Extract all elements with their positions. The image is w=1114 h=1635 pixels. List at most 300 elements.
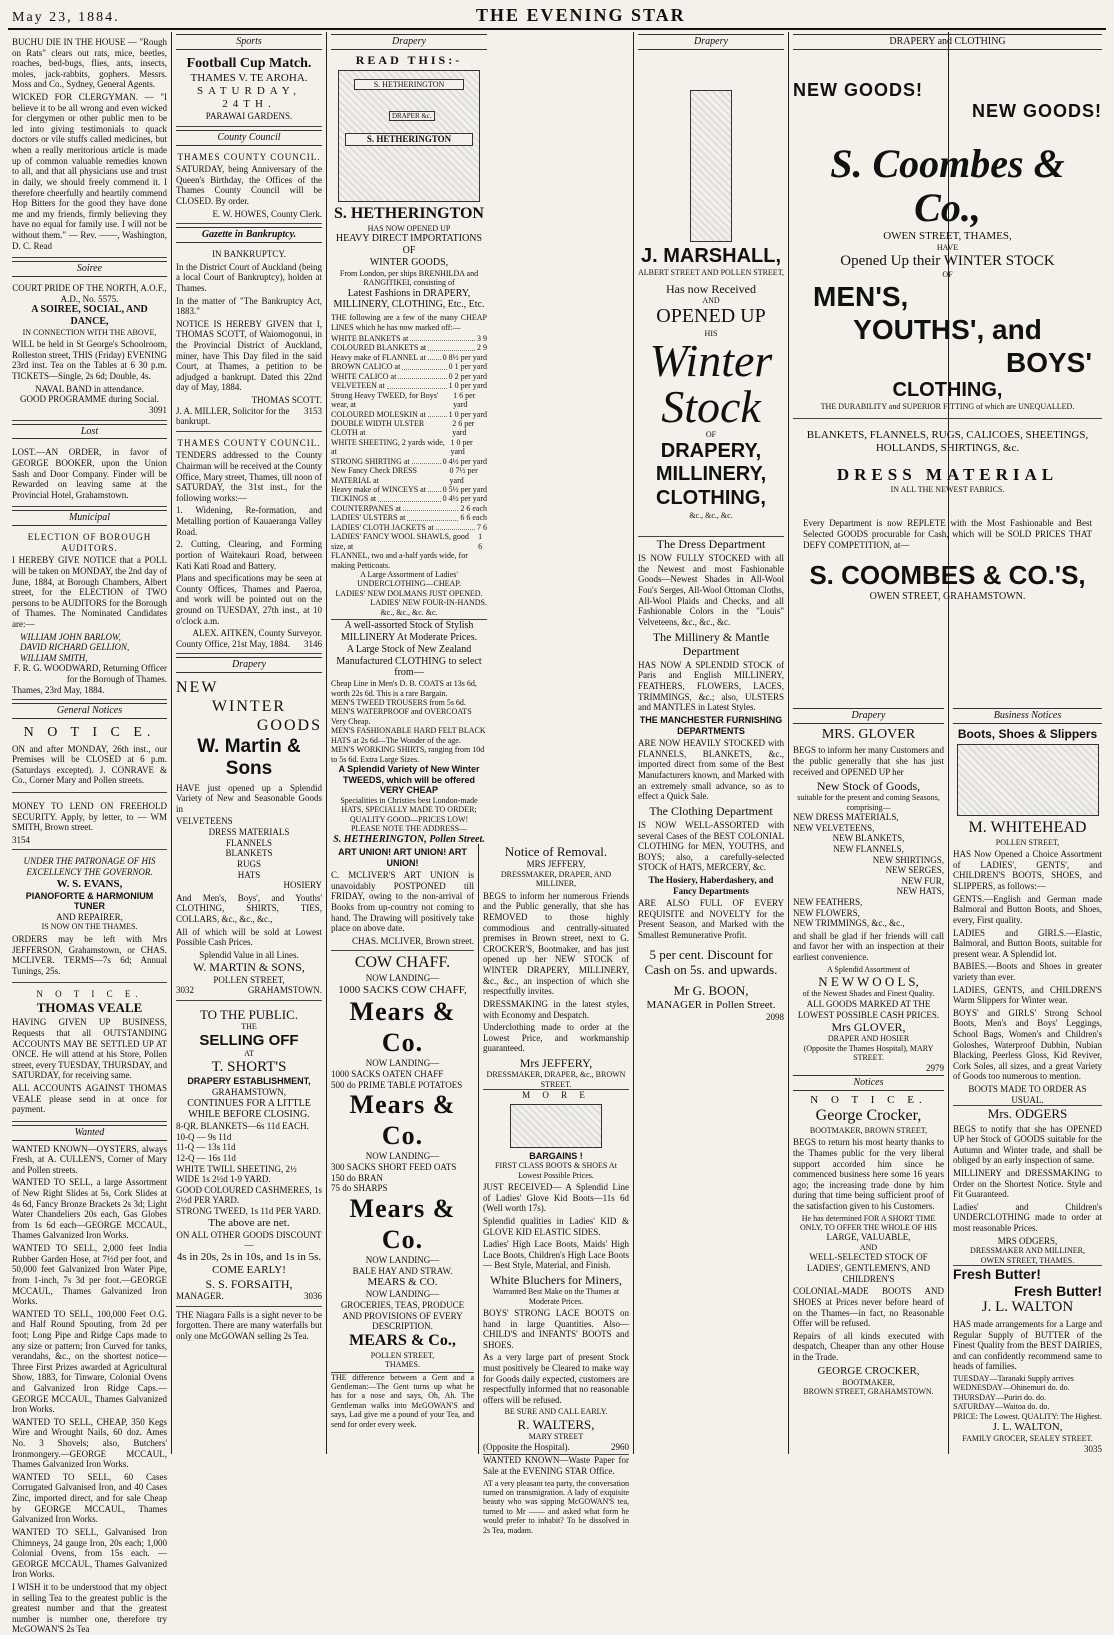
council-body: SATURDAY, being Anniversary of the Queen's Birthday, the Offices of the Thames County Council will be CLOSED. By order.: [176, 164, 322, 207]
manager-row: [176, 1291, 322, 1302]
millinery-word: MILLINERY,: [655, 463, 767, 486]
column-3-lower: [327, 844, 478, 1454]
price-line: 12-Q — 16s 11d: [176, 1152, 236, 1163]
coombes-name: S. Coombes & Co.,: [830, 141, 1065, 231]
coombes-street: OWEN STREET, THAMES,: [883, 230, 1012, 243]
section-header: Drapery: [793, 708, 944, 724]
price-row: [331, 485, 487, 494]
sharps-line: 75 do SHARPS: [331, 1183, 388, 1194]
court-name: COURT PRIDE OF THE NORTH, A.O.F., A.D., No. 5575.: [12, 282, 167, 304]
artunion-body: C. MCLIVER'S ART UNION is unavoidably POSTPONED till FRIDAY, owing to the non-arrival of Books from up-country not coming to hand. The Drawing will positively take place on above date.: [331, 870, 474, 934]
price-line: WHITE TWILL SHEETING, 2½ WIDE 1s 2½d 1-9 YARD.: [176, 1163, 297, 1185]
at-word: AT: [244, 1049, 254, 1059]
trousers-line: MEN'S TWEED TROUSERS from 5s 6d.: [331, 697, 466, 707]
leader-dots: [402, 362, 446, 369]
crocker-name: George Crocker,: [815, 1106, 922, 1124]
price-item-price: 0 4½ per yard: [442, 456, 487, 466]
manchester-body: ARE NOW HEAVILY STOCKED with FLANNELS, BLANKETS, &c., imported direct from some of the Best Manufacturers known, and Marked with an extremely small advance, so as to effect a Quick Sale.: [638, 738, 784, 802]
coombes-street-2: OWEN STREET, GRAHAMSTOWN.: [869, 590, 1026, 602]
notice-title: N O T I C E.: [810, 1094, 927, 1106]
notice-body: ON and after MONDAY, 26th inst., our Premises will be CLOSED at 6 p.m. (Saturdays excepted). J. CONRAVE & Co., Corner Mary and Pollen streets.: [12, 743, 167, 786]
short-name: T. SHORT'S: [211, 1058, 287, 1075]
short-ad: [176, 1004, 322, 1307]
stock-word: Stock: [661, 381, 761, 433]
glover-item: NEW VELVETEENS,: [793, 822, 875, 833]
column-5: [634, 32, 788, 1454]
masthead-title: THE EVENING STAR: [475, 5, 686, 25]
price-item-price: 1 0 per yard: [448, 381, 487, 391]
glover-body: BEGS to inform her many Customers and the public generally that she has just received and OPENED UP her: [793, 745, 944, 777]
price-row: [331, 372, 487, 381]
gent-ad: THE difference between a Gent and a Gentleman:—The Gent turns up what he has for a nose and says, Oh, Ah. The Gentleman walks into McGOWAN'S and says, Lad give me a pound of your Tea, and send for order every week.: [331, 1372, 474, 1429]
price-item-name: DOUBLE WIDTH ULSTER CLOTH at: [331, 418, 425, 438]
price-item-price: 2 9: [477, 343, 487, 353]
schedule-line: TUESDAY—Taranaki Supply arrives: [953, 1373, 1074, 1383]
boys-word: BOYS': [1005, 346, 1092, 378]
and-word: AND: [702, 295, 720, 305]
waste-paper: WANTED KNOWN—Waste Paper for Sale at the EVENING STAR Office.: [483, 1455, 629, 1476]
odgers-body-2: MILLINERY and DRESSMAKING to Order on the Shortest Notice. Style and Fit Guaranteed.: [953, 1168, 1102, 1200]
heth-address: S. HETHERINGTON, Pollen Street.: [333, 833, 485, 845]
football-teams: THAMES V. TE AROHA.: [190, 72, 308, 85]
bankruptcy-title: IN BANKRUPTCY.: [212, 249, 286, 260]
tuner-trade-3: IS NOW ON THE THAMES.: [41, 922, 138, 932]
price-item-name: VELVETEEN at: [331, 381, 385, 391]
boon-name: Mr G. BOON,: [673, 983, 749, 999]
price-row: [331, 438, 487, 457]
glover-item: NEW SERGES,: [885, 865, 944, 876]
opened-up: OPENED UP: [656, 305, 766, 328]
whitehead-item: BABIES.—Boots and Shoes in greater variety than ever.: [953, 961, 1102, 982]
veale-body: HAVING GIVEN UP BUSINESS, Requests that all OUTSTANDING ACCOUNTS MAY BE SETTLED UP AT ONCE. He will attend at his Store, Pollen street, every TUESDAY, THURSDAY, and SATURDAY, for receiving same.: [12, 1017, 167, 1081]
ad-number: 3153: [304, 405, 322, 416]
high-line: Ladies' High Lace Boots, Maids' High Lace Boots, Children's High Lace Boots — Best Style, Material, and Finish.: [483, 1239, 629, 1271]
forsaith-name: S. S. FORSAITH,: [205, 1276, 293, 1291]
coats-line: Cheap Line in Men's D. B. COATS at 13s 6d, worth 22s 6d. This is a rare Bargain.: [331, 679, 477, 698]
price-item-price: 0 2 per yard: [448, 371, 487, 381]
price-item-name: Heavy make of WINCEYS at: [331, 485, 426, 494]
martin-street: POLLEN STREET,: [213, 974, 285, 985]
martin-ad: [176, 676, 322, 1001]
manager: MANAGER.: [176, 1290, 224, 1301]
section-header: Drapery: [176, 657, 322, 673]
money-ad: [12, 796, 167, 850]
price-item-name: WHITE BLANKETS at: [331, 334, 409, 343]
shop-sign: S. HETHERINGTON: [354, 79, 464, 90]
hand-illustration: [690, 90, 732, 242]
youths-word: YOUTHS', and: [853, 313, 1042, 345]
section-header: Business Notices: [953, 708, 1102, 724]
section-header: General Notices: [12, 703, 167, 719]
shirts-line: MEN'S WORKING SHIRTS, ranging from 10d to 5s 6d. Extra Large Sizes.: [331, 745, 485, 764]
schedule-line: SATURDAY—Waitoa do. do.: [953, 1402, 1050, 1412]
tender-body: TENDERS addressed to the County Chairman will be received at the County Office, Mary street, Thames, till noon of SATURDAY, the 31st inst., for the following works:—: [176, 450, 322, 503]
hats-special: Specialities in Christies best London-made HATS, SPECIALLY MADE TO ORDER; QUALITY GOOD—PRICES LOW!: [340, 795, 478, 824]
landing: NOW LANDING—: [365, 1289, 440, 1300]
odgers-trade: DRESSMAKER AND MILLINER,: [970, 1246, 1085, 1256]
election-ad: [12, 529, 167, 700]
chaff-qty: 1000 SACKS COW CHAFF,: [338, 983, 467, 996]
glover-tail: and shall be glad if her friends will call and favor her with an inspection at their earliest convenience.: [793, 930, 944, 963]
clothing-word: CLOTHING,: [656, 487, 766, 510]
glover-item: NEW FUR,: [901, 875, 944, 886]
bale-line: BALE HAY AND STRAW.: [352, 1265, 453, 1276]
price-item-price: 0 4½ per yard: [442, 494, 487, 504]
bluchers-title: White Bluchers for Miners,: [490, 1272, 622, 1287]
wanted-item: WANTED TO SELL, 2,000 feet India Rubber Garden Hose, at 7½d per foot, and 50,000 feet Galvanized Iron Water Pipe, from 1-inch, 7s 3d per foot.—GEORGE MCCAUL, Thames Galvanized Iron Works.: [12, 1243, 167, 1307]
section-header: Lost: [12, 424, 167, 440]
martin-item: BLANKETS: [225, 848, 273, 859]
walton-sig: J. L. WALTON,: [992, 1421, 1063, 1434]
solicitor: J. A. MILLER, Solicitor for the bankrupt.: [176, 405, 290, 427]
please-note: PLEASE NOTE THE ADDRESS—: [350, 824, 468, 834]
net-line: The above are net.: [208, 1216, 290, 1229]
tuner-body: ORDERS may be left with Mrs JEFFERSON, Grahamstown, or CHAS. MCLIVER. TERMS—7s 6d; Annual Tunings, 25s.: [12, 933, 167, 976]
clothing-body: IS NOW WELL-ASSORTED with several Cases of the BEST COLONIAL CLOTHING for MEN, YOUTHS, and BOYS; also, a carefully-selected STOCK of HATS, MERCERY, &c.: [638, 819, 784, 873]
shop-illustration: [338, 70, 480, 202]
martin-body: HAVE just opened up a Splendid Variety of New and Seasonable Goods in: [176, 782, 322, 814]
drapery-word: DRAPERY,: [660, 439, 762, 462]
dolmans: LADIES' NEW DOLMANS JUST OPENED.: [335, 588, 483, 598]
price-item-price: 0 7½ per yard: [449, 466, 478, 485]
masthead: [8, 6, 1106, 30]
crocker-sig-trade: BOOTMAKER,: [842, 1377, 895, 1387]
fabrics-line: IN ALL THE NEWEST FABRICS.: [890, 484, 1005, 494]
leader-dots: [412, 457, 441, 464]
martin-goods: GOODS: [256, 716, 322, 734]
price-item-price: 3 9: [477, 334, 487, 343]
schedule-line: THURSDAY—Puriri do. do.: [953, 1392, 1047, 1402]
come-early: COME EARLY!: [212, 1263, 286, 1276]
martin-item: RUGS: [236, 858, 261, 869]
masthead-date: May 23, 1884.: [12, 10, 120, 25]
section-header: DRAPERY and CLOTHING: [793, 34, 1102, 50]
bankruptcy-ad: [176, 246, 322, 432]
glover-item: NEW BLANKETS,: [832, 833, 905, 844]
wanted-item: WANTED TO SELL, a large Assortment of New Right Slides at 5s, Cork Slides at 4s 6d, Fancy Bronze Brackets 2s 3d; Light Water Chandeliers 20s each, Gas Globes from 1s 6d each—GEORGE MCCAUL, Thames Galvanized Iron Works.: [12, 1177, 167, 1241]
whitehead-street: POLLEN STREET,: [995, 837, 1060, 847]
candidate: WILLIAM SMITH,: [20, 652, 88, 663]
bankruptcy-body: NOTICE IS HEREBY GIVEN that I, THOMAS SCOTT, of Waiomogonui, in the Provincial District of Auckland, miner, have This Day filed in the said Court, at Thames, a petition to be adjudged a bankrupt. Dated this 22nd day of May, 1884.: [176, 318, 322, 393]
wanted-item: WANTED KNOWN—OYSTERS, always Fresh, at A. CULLEN'S, Corner of Mary and Pollen streets.: [12, 1143, 167, 1175]
wanted-item: WANTED TO SELL, Galvanised Iron Chimneys, 24 gauge Iron, 20s each; 1,000 Colonial Ovens, from 15s each. — GEORGE MCCAUL, Thames Galvanized Iron Works.: [12, 1526, 167, 1580]
heth-latest: Latest Fashions in DRAPERY, MILLINERY, CLOTHING, Etc., Etc.: [333, 287, 485, 311]
continues: CONTINUES FOR A LITTLE WHILE BEFORE CLOSING.: [187, 1097, 311, 1121]
glover-item: NEW SHIRTINGS,: [872, 854, 944, 865]
leader-dots: [407, 513, 458, 520]
oaten-line: 1000 SACKS OATEN CHAFF: [331, 1068, 444, 1079]
quack-ad: [12, 32, 167, 258]
bankruptcy-court: In the District Court of Auckland (being a local Court of Bankruptcy), holden at Thames.: [176, 261, 322, 293]
just-received: JUST RECEIVED— A Splendid Line of Ladies' Glove Kid Boots—11s 6d (Well worth 17s).: [483, 1182, 629, 1214]
glover-stock: New Stock of Goods,: [816, 779, 921, 794]
crocker-colonial: COLONIAL-MADE BOOTS AND SHOES at Prices never before heard of on the Thames—in fact, no Reasonable Offer will be refused.: [793, 1286, 944, 1329]
walters-name: R. WALTERS,: [517, 1416, 595, 1432]
tuner-trade-2: AND REPAIRER,: [56, 911, 123, 922]
niagara-ad: THE Niagara Falls is a sight never to be forgotten. There are many waterfalls but only one McGOWAN selling 2s Tea.: [176, 1309, 322, 1341]
mears-town: THAMES.: [385, 1360, 420, 1370]
martin-new: NEW: [176, 679, 219, 697]
election-title: ELECTION OF BOROUGH AUDITORS.: [27, 532, 152, 553]
column-8: [949, 706, 1106, 1454]
price-item-name: WHITE CALICO at: [331, 371, 397, 381]
oats-line: 300 SACKS SHORT FEED OATS: [331, 1162, 457, 1173]
price-row: [331, 362, 487, 371]
kid-line: Splendid qualities in Ladies' KID & GLOVE KID ELASTIC SIDES.: [483, 1215, 629, 1237]
glover-item: NEW HATS,: [896, 886, 944, 897]
martin-item: HATS: [237, 869, 261, 880]
odgers-body: BEGS to notify that she has OPENED UP her Stock of GOODS suitable for the Autumn and Winter trade, and shall be obliged by an early inspection of same.: [953, 1123, 1102, 1166]
price-item-price: 1 6 per yard: [453, 390, 476, 410]
price-row: [331, 419, 487, 438]
clearance-line: As a very large part of present Stock must positively be Cleared to make way for Goods daily expected, customers are respectfully informed that no reasonable offers will be refused.: [483, 1352, 629, 1405]
artunion-sig: CHAS. MCLIVER, Brown street.: [352, 935, 474, 946]
patronage: UNDER THE PATRONAGE OF HIS EXCELLENCY THE GOVERNOR.: [23, 856, 156, 878]
price-line: 11-Q — 13s 11d: [176, 1142, 236, 1153]
wanted-item: WANTED TO SELL, 60 Cases Corrugated Galvanised Iron, and 40 Cases Zinc, imported direct, and for sale Cheap by GEORGE MCCAUL, Thames Galvanized Iron Works.: [12, 1471, 167, 1525]
council-title: THAMES COUNTY COUNCIL.: [177, 151, 321, 162]
bargains: BARGAINS !: [529, 1150, 583, 1161]
price-row: [331, 334, 487, 343]
football-day: SATURDAY, 24TH.: [197, 85, 301, 111]
mens-word: MEN'S,: [813, 280, 909, 312]
whitehead-name: M. WHITEHEAD: [968, 818, 1087, 836]
new-goods-2: NEW GOODS!: [972, 101, 1102, 122]
glover-item: NEW DRESS MATERIALS,: [793, 812, 899, 823]
marshall-address: ALBERT STREET AND POLLEN STREET,: [638, 268, 784, 278]
the-word: THE: [241, 1022, 257, 1032]
etc-line: &c., &c., &c.: [638, 511, 784, 537]
price-item-price: 1 6: [478, 532, 483, 551]
of-word: OF: [705, 430, 717, 440]
price-item-price: 7 6: [477, 522, 487, 532]
butter-1: Fresh Butter!: [953, 1266, 1041, 1283]
money-text: MONEY TO LEND ON FREEHOLD SECURITY. Apply, by letter, to — WM SMITH, Brown street.: [12, 801, 167, 833]
crocker-repairs: Repairs of all kinds executed with despatch, Cheaper than any other House in the Trade.: [793, 1330, 944, 1362]
tuner-trade: PIANOFORTE & HARMONIUM TUNER: [25, 890, 154, 912]
council-ad: [176, 149, 322, 225]
column-1: [8, 32, 171, 1635]
price-item-name: COUNTERPANES at: [331, 503, 402, 513]
shoes-illustration: [957, 744, 1099, 816]
price-row: [331, 494, 487, 503]
glover-item: NEW FLOWERS,: [793, 907, 860, 918]
every-dept: Every Department is now REPLETE with the Most Fashionable and Best Selected GOODS procurable for Cash, which will be SOLD PRICES THAT DEFY COMPETITION, at—: [803, 518, 1092, 550]
ad-number: 3146: [304, 638, 322, 649]
crocker-stock: WELL-SELECTED STOCK OF LADIES', GENTLEMEN'S, AND CHILDREN'S: [806, 1252, 931, 1284]
soiree-sub: IN CONNECTION WITH THE ABOVE,: [22, 327, 157, 337]
crocker-large: LARGE, VALUABLE,: [826, 1232, 911, 1243]
chaff-title: COW CHAFF.: [354, 954, 451, 972]
glover-item: NEW FLANNELS,: [833, 844, 904, 854]
tender-item: 1. Widening, Re-formation, and Metalling portion of Kauaeranga Valley Road.: [176, 505, 322, 537]
mears-name: MEARS & Co.,: [349, 1331, 456, 1349]
soiree-title: A SOIREE, SOCIAL, AND DANCE,: [31, 304, 148, 327]
martin-item: FLANNELS: [225, 837, 272, 848]
tender-date-row: [176, 639, 322, 650]
leader-dots: [410, 334, 475, 341]
ad-number: 2960: [611, 1441, 629, 1452]
tender-item: Plans and specifications may be seen at County Offices, Thames and Paeroa, and work will be pointed out on the ground on TUESDAY, 27th inst., at 10 o'clock a.m.: [176, 573, 322, 626]
price-row: [331, 523, 487, 532]
election-date: Thames, 23rd May, 1884.: [12, 684, 105, 695]
martin-value: Splendid Value in all Lines.: [199, 949, 299, 960]
section-header: Wanted: [12, 1125, 167, 1141]
leader-dots: [387, 381, 447, 388]
glover-item: NEW FEATHERS,: [793, 897, 863, 908]
underclothing: A Large Assortment of Ladies' UNDERCLOTHING—CHEAP.: [357, 569, 461, 589]
price-row: [331, 457, 487, 466]
leader-dots: [428, 485, 441, 492]
opened-line: Opened Up their WINTER STOCK: [840, 252, 1055, 269]
jeffery-body: BEGS to inform her numerous Friends and the Public generally, that she has REMOVED to those highly commodious and centrally-situated premises in Brown street, next to G. CROCKER'S, Bootmaker, and has just opened up her NEW STOCK of WINTER DRAPERY, MILLINERY, &c., &c., an inspection of which she respectfully invites.: [483, 890, 629, 997]
ad-number: 3032: [176, 985, 194, 996]
football-title: Football Cup Match.: [186, 55, 312, 71]
whitehead-item: BOYS' and GIRLS' Strong School Boots, Men's and Boys' Leggings, School Bags, Women's and Children's Goloshes, Waterproof Dubbin, Nubian Blacking, Peerless Gloss, Kid Reviver, Cork Soles, all sizes, and a great Variety of Goods too numerous to mention.: [953, 1007, 1102, 1082]
ad-number: 3091: [149, 404, 167, 415]
crocker-decided: He has determined FOR A SHORT TIME ONLY, TO OFFER THE WHOLE OF HIS: [800, 1213, 937, 1232]
tuner-ad: [12, 853, 167, 983]
price-row: [331, 504, 487, 513]
boon-manager: MANAGER in Pollen Street.: [646, 998, 776, 1011]
tender-item: 2. Cutting, Clearing, and Forming portion of Waitekauri Road, between Kati Kati Road and Battery.: [176, 539, 322, 571]
walton-name: J. L. WALTON: [981, 1299, 1074, 1316]
price-line: 8-QR. BLANKETS—6s 11d EACH.: [176, 1121, 309, 1132]
price-item-name: New Fancy Check DRESS MATERIAL at: [331, 466, 417, 485]
durability-line: THE DURABILITY and SUPERIOR FITTING of which are UNEQUALLED.: [793, 402, 1102, 418]
column-4: [478, 844, 633, 1535]
section-header: Municipal: [12, 510, 167, 526]
martin-item: HOSIERY: [283, 880, 322, 891]
discount-line: 5 per cent. Discount for Cash on 5s. and upwards.: [644, 946, 778, 977]
bran-line: 150 do BRAN: [331, 1172, 384, 1183]
price-row: [331, 381, 487, 390]
price-row: [331, 513, 487, 522]
boys-line: BOYS' STRONG LACE BOOTS on hand in large Quantities. Also—CHILD'S and INFANTS' BOOTS and SHOES.: [483, 1307, 629, 1350]
price-line: 10-Q — 9s 11d: [176, 1131, 232, 1142]
jeffery-dress: DRESSMAKING in the latest styles, with Economy and Despatch.: [483, 998, 629, 1020]
column-2: [172, 32, 326, 1454]
tea-party-ad: AT a very pleasant tea party, the conversation turned on transmigration. A lady of exquisite beauty who was sipping McGOWAN'S tea, turned to Mr —— and asked what form he would prefer to inhabit? To be dissolved in 2s Tea, madam.: [483, 1478, 629, 1535]
odgers-street: OWEN STREET, THAMES.: [953, 1256, 1102, 1266]
glover-name: MRS. GLOVER: [821, 726, 916, 742]
glover-sig: Mrs GLOVER,: [831, 1020, 906, 1035]
crocker-sig: GEORGE CROCKER,: [817, 1364, 920, 1377]
council-sig: E. W. HOWES, County Clerk.: [212, 208, 322, 219]
leader-dots: [398, 372, 446, 379]
marked-line: ALL GOODS MARKED AT THE LOWEST POSSIBLE CASH PRICES.: [797, 998, 940, 1020]
price-item-name: Strong Heavy TWEED, for Boys' wear, at: [331, 390, 439, 410]
whitehead-item: GENTS.—English and German made Balmoral and Button Boots, and Shoes, every, First quality.: [953, 893, 1102, 925]
section-header: Notices: [793, 1075, 944, 1091]
quack-text-2: WICKED FOR CLERGYMAN. — "I believe it to be all wrong and even wicked for clergymen or other public men to be led into giving testimonials to quack doctors or vile stuffs called medicines, but when a really meritorious article is made up of common valuable remedies known to all, and that all physicians use and trust in daily, we should freely commend it. I therefore cheerfully and heartily commend Hop Bitters for the good they have done me and my friends, firmly believing they have no equal for family use. I will not be without them." — Rev. ——, Washington, D. C. Read: [12, 92, 167, 251]
wools: N E W W O O L S,: [818, 974, 919, 990]
price-item-name: LADIES' ULSTERS at: [331, 513, 406, 523]
manchester-dept: THE MANCHESTER FURNISHING DEPARTMENTS: [639, 714, 783, 736]
leader-dots: [428, 353, 441, 360]
ad-number: 2098: [766, 1011, 784, 1022]
etc-line: &c., &c., &c. &c.: [380, 607, 438, 617]
groceries-line: GROCERIES, TEAS, PRODUCE AND PROVISIONS OF EVERY DESCRIPTION.: [340, 1300, 465, 1332]
wools-pre: A Splendid Assortment of: [827, 964, 910, 974]
boot-illustration: [510, 1104, 602, 1148]
notice-ad: [12, 722, 167, 793]
short-estab: DRAPERY ESTABLISHMENT,: [187, 1076, 311, 1087]
football-ad: [176, 53, 322, 127]
whitehead-body: HAS Now Opened a Choice Assortment of LADIES', GENTS', and CHILDREN'S BOOTS, SHOES, and SLIPPERS, as follows:—: [953, 849, 1102, 892]
artunion-title: ART UNION! ART UNION! ART UNION!: [338, 847, 467, 868]
returning-officer: F. R. G. WOODWARD, Returning Officer for the Borough of Thames.: [13, 663, 167, 685]
price-item-price: 2 6 each: [460, 503, 487, 513]
received-line: Has now Received: [666, 281, 756, 296]
four-in-hands: LADIES' NEW FOUR-IN-HANDS.: [370, 598, 487, 608]
ad-number: 2979: [926, 1062, 944, 1073]
potatoes-line: 500 do PRIME TABLE POTATOES: [331, 1079, 463, 1090]
section-header: Soiree: [12, 261, 167, 277]
mears-street: POLLEN STREET,: [370, 1350, 435, 1360]
programme: GOOD PROGRAMME during Social.: [19, 394, 159, 405]
tea-ad: I WISH it to be understood that my object in selling Tea to the greatest public is the greatest number and that the greatest number is number one, therefore try McGOWAN'S 2s Tea: [12, 1581, 167, 1635]
martin-sig: W. MARTIN & SONS,: [193, 960, 305, 975]
bankruptcy-matter: In the matter of "The Bankruptcy Act, 1883.": [176, 295, 322, 317]
price-item-price: 0 5½ per yard: [442, 485, 487, 494]
section-header: Drapery: [331, 34, 487, 50]
tender-sig: ALEX. AITKEN, County Surveyor.: [192, 628, 322, 639]
price-row: [331, 410, 487, 419]
hosiery-dept: The Hosiery, Haberdashery, and Fancy Departments: [648, 874, 774, 896]
martin-item: VELVETEENS: [176, 816, 233, 827]
landing: NOW LANDING—: [365, 1255, 440, 1266]
glover-item: NEW TRIMMINGS, &c., &c.,: [793, 918, 905, 929]
price-item-price: 1 0 per yard: [450, 437, 473, 457]
winter-word: Winter: [649, 335, 773, 387]
martin-tail: And Men's, Boys', and Youths' CLOTHING, SHIRTS, TIES, COLLARS, &c., &c., &c.,: [176, 892, 322, 924]
public-title: TO THE PUBLIC.: [199, 1006, 299, 1022]
call-early: BE SURE AND CALL EARLY.: [504, 1407, 608, 1417]
new-goods-1: NEW GOODS!: [793, 79, 923, 100]
soiree-body: WILL be held in St George's Schoolroom, Rolleston street, THIS (Friday) EVENING 23rd inst. Tea on the Tables at 6 30 p.m. TICKETS—Single, 2s 6d; Double, 4s.: [12, 339, 167, 382]
boots-line: FIRST CLASS BOOTS & SHOES At Lowest Possible Prices.: [495, 1161, 617, 1180]
more-title: M O R E: [522, 1089, 590, 1100]
jeffery-name: MRS JEFFERY,: [526, 859, 586, 870]
price-row: [331, 391, 487, 410]
have-word: HAVE: [936, 243, 959, 253]
his-word: HIS: [704, 329, 718, 339]
discount-rates: 4s in 20s, 2s in 10s, and 1s in 5s.: [176, 1250, 322, 1263]
heth-name: S. HETHERINGTON: [334, 204, 484, 222]
walters-row: [483, 1442, 629, 1453]
notice-title: N O T I C E.: [23, 725, 156, 741]
price-item-name: STRONG SHIRTING at: [331, 456, 410, 466]
millinery-body: HAS NOW A SPLENDID STOCK of Paris and English MILLINERY, FEATHERS, FLOWERS, LACES, TRIMMINGS, &c.; also, ULSTERS and MANTLES in Latest Styles.: [638, 659, 784, 713]
walters-opp: (Opposite the Hospital).: [483, 1441, 570, 1452]
dress-body: IS NOW FULLY STOCKED with all the Newest and most Fashionable Goods—Newest Shades in All-Wool Fou's Serges, All-Wool Ottoman Cloths, All-Wool Plaids and Checks, and all Fashionable Colors in the "Louis" Velveteens, &c., &c., &c.: [638, 553, 784, 627]
jeffery-sig: Mrs JEFFERY,: [519, 1055, 593, 1070]
heth-heavy: HEAVY DIRECT IMPORTATIONS OF: [335, 233, 483, 257]
price-line: STRONG TWEED, 1s 11d PER YARD.: [176, 1206, 321, 1217]
glover-suit: suitable for the present and coming Seasons, comprising—: [797, 793, 940, 812]
section-header: Drapery: [638, 34, 784, 50]
tender-ad: [176, 435, 322, 655]
mears-name: MEARS & CO.: [367, 1276, 438, 1289]
soiree-ad: [12, 280, 167, 421]
price-list: [331, 334, 487, 551]
price-item-name: COLOURED BLANKETS at: [331, 343, 427, 353]
removal-title: Notice of Removal.: [504, 844, 608, 859]
leader-dots: [403, 504, 458, 511]
candidate: DAVID RICHARD GELLION,: [20, 642, 130, 653]
landing: NOW LANDING—: [365, 973, 440, 984]
